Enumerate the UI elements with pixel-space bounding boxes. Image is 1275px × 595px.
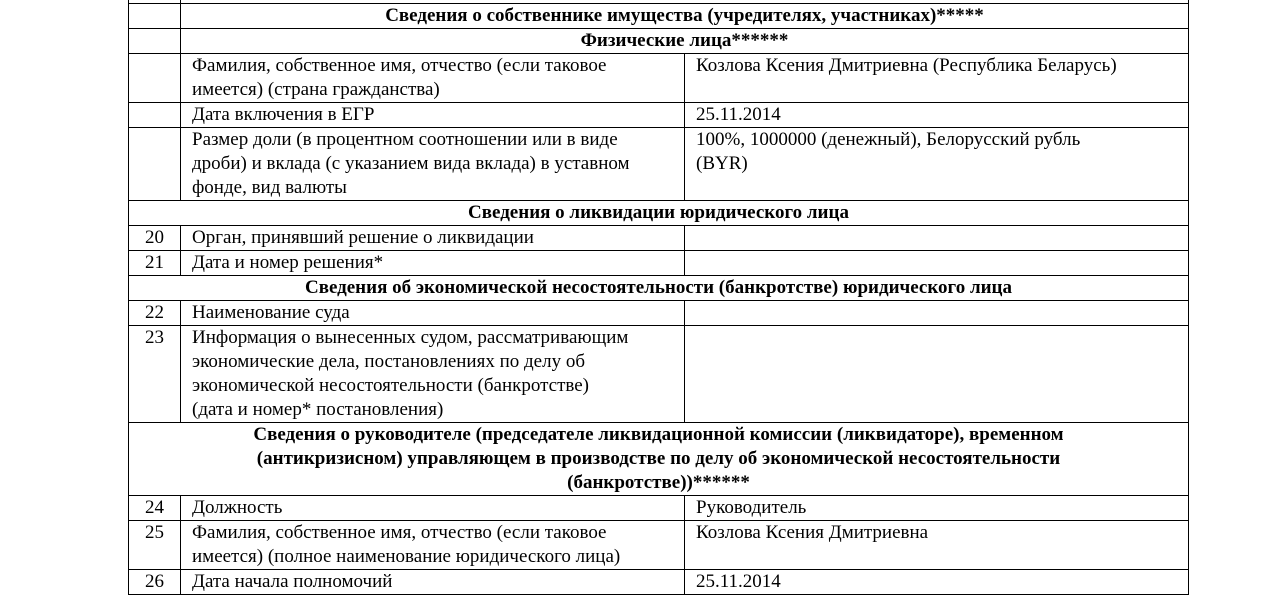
- value-line: 100%, 1000000 (денежный), Белорусский рубль: [696, 129, 1081, 150]
- row-number-cell: 23: [129, 326, 181, 423]
- row-number-cell: 21: [129, 251, 181, 276]
- table-row: [129, 326, 1189, 423]
- table-row: [129, 128, 1189, 201]
- value-line: 25.11.2014: [696, 104, 781, 125]
- table-row: [129, 570, 1189, 595]
- row-number-cell: 26: [129, 570, 181, 595]
- label-line: Фамилия, собственное имя, отчество (если таковое: [192, 55, 607, 76]
- field-label: [181, 301, 685, 326]
- field-value: [685, 103, 1189, 128]
- label-line: фонде, вид валюты: [192, 177, 347, 198]
- field-label: [181, 103, 685, 128]
- liquidation-section-title: Сведения о ликвидации юридического лица: [129, 201, 1189, 226]
- bankruptcy-section-title: Сведения об экономической несостоятельности (банкротстве) юридического лица: [129, 276, 1189, 301]
- section-header-row: [129, 276, 1189, 301]
- label-line: Наименование суда: [192, 302, 350, 323]
- manager-section-title: [129, 423, 1189, 496]
- label-line: экономической несостоятельности (банкротстве): [192, 375, 589, 396]
- label-line: дроби) и вклада (с указанием вида вклада) в уставном: [192, 153, 630, 174]
- value-line: Руководитель: [696, 497, 807, 518]
- field-value: [685, 570, 1189, 595]
- section-header-row: [129, 423, 1189, 496]
- label-line: Размер доли (в процентном соотношении или в виде: [192, 129, 618, 150]
- row-number-cell: [129, 103, 181, 128]
- field-label: [181, 128, 685, 201]
- field-value: [685, 301, 1189, 326]
- label-line: Должность: [192, 497, 283, 518]
- table-row: [129, 103, 1189, 128]
- label-line: имеется) (страна гражданства): [192, 79, 440, 100]
- section-header-row: [129, 201, 1189, 226]
- row-number-cell: [129, 128, 181, 201]
- field-value: [685, 251, 1189, 276]
- section-title-line: (банкротстве))******: [567, 472, 750, 493]
- field-label: [181, 54, 685, 103]
- section-header-row: [129, 4, 1189, 29]
- field-value: [685, 326, 1189, 423]
- value-line: Козлова Ксения Дмитриевна (Республика Беларусь): [696, 55, 1117, 76]
- row-number-cell: 25: [129, 521, 181, 570]
- value-line: 25.11.2014: [696, 571, 781, 592]
- label-line: Дата и номер решения*: [192, 252, 384, 273]
- registry-extract-table: [128, 0, 1189, 595]
- owner-section-title: Сведения о собственнике имущества (учредителях, участниках)*****: [181, 4, 1189, 29]
- field-label: [181, 521, 685, 570]
- field-value: [685, 226, 1189, 251]
- value-line: Козлова Ксения Дмитриевна: [696, 522, 929, 543]
- row-number-cell: [129, 54, 181, 103]
- label-line: имеется) (полное наименование юридического лица): [192, 546, 621, 567]
- label-line: (дата и номер* постановления): [192, 399, 444, 420]
- section-title-line: (антикризисном) управляющем в производстве по делу об экономической несостоятельности: [256, 448, 1061, 469]
- label-line: Орган, принявший решение о ликвидации: [192, 227, 534, 248]
- subsection-header-row: [129, 29, 1189, 54]
- label-line: Фамилия, собственное имя, отчество (если таковое: [192, 522, 607, 543]
- field-value: [685, 54, 1189, 103]
- label-line: Информация о вынесенных судом, рассматривающим: [192, 327, 629, 348]
- label-line: Дата начала полномочий: [192, 571, 393, 592]
- field-value: [685, 521, 1189, 570]
- field-value: [685, 128, 1189, 201]
- table-row: [129, 301, 1189, 326]
- table-row: [129, 226, 1189, 251]
- field-value: [685, 496, 1189, 521]
- row-number-cell: [129, 4, 181, 29]
- field-label: [181, 251, 685, 276]
- table-row: [129, 521, 1189, 570]
- value-line: (BYR): [696, 153, 748, 174]
- row-number-cell: 22: [129, 301, 181, 326]
- table-row: [129, 251, 1189, 276]
- section-title-line: Сведения о руководителе (председателе ликвидационной комиссии (ликвидаторе), временном: [253, 424, 1064, 445]
- field-label: [181, 326, 685, 423]
- label-line: экономические дела, постановлениях по делу об: [192, 351, 585, 372]
- individuals-subsection-title: Физические лица******: [181, 29, 1189, 54]
- row-number-cell: 24: [129, 496, 181, 521]
- table-row: [129, 496, 1189, 521]
- label-line: Дата включения в ЕГР: [192, 104, 375, 125]
- field-label: [181, 496, 685, 521]
- field-label: [181, 226, 685, 251]
- table-row: [129, 54, 1189, 103]
- row-number-cell: 20: [129, 226, 181, 251]
- field-label: [181, 570, 685, 595]
- row-number-cell: [129, 29, 181, 54]
